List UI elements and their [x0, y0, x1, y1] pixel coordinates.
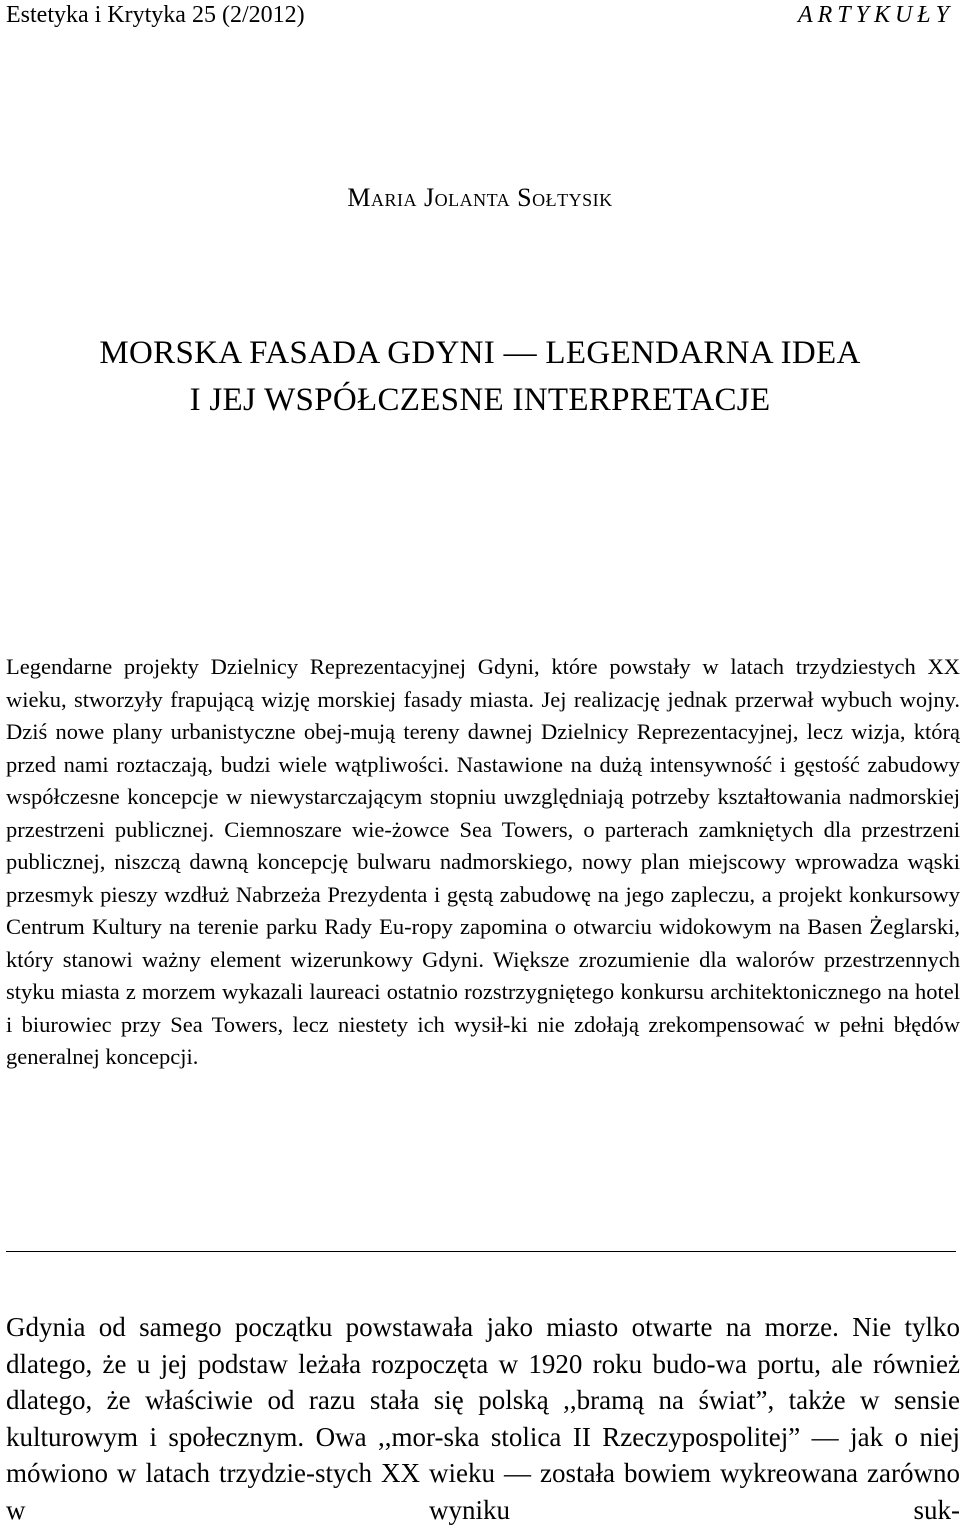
journal-citation: Estetyka i Krytyka 25 (2/2012): [6, 2, 305, 28]
article-title-line: I JEJ WSPÓŁCZESNE INTERPRETACJE: [189, 382, 771, 418]
article-title-line: MORSKA FASADA GDYNI — LEGENDARNA IDEA: [99, 335, 861, 371]
section-label: ARTYKUŁY: [797, 2, 954, 28]
article-title: [0, 330, 960, 424]
article-abstract: Legendarne projekty Dzielnicy Reprezentacyjnej Gdyni, które powstały w latach trzydziestych XX wieku, stworzyły frapującą wizję morskiej fasady miasta. Jej realizację jednak przerwał wybuch wojny. Dziś nowe plany urbanistyczne obej-mują tereny dawnej Dzielnicy Reprezentacyjnej, lecz wizja, którą przed nami roztaczają, budzi wiele wątpliwości. Nastawione na dużą intensywność i gęstość zabudowy współczesne koncepcje w niewystarczającym stopniu uwzględniają potrzeby kształtowania nadmorskiej przestrzeni publicznej. Ciemnoszare wie-żowce Sea Towers, o parterach zamkniętych dla przestrzeni publicznej, niszczą dawną koncepcję bulwaru nadmorskiego, nowy plan miejscowy wprowadza wąski przesmyk pieszy wzdłuż Nabrzeża Prezydenta i gęstą zabudowę na jego zapleczu, a projekt konkursowy Centrum Kultury na terenie parku Rady Eu-ropy zapomina o otwarciu widokowym na Basen Żeglarski, który stanowi ważny element wizerunkowy Gdyni. Większe zrozumienie dla walorów przestrzennych styku miasta z morzem wykazali laureaci ostatnio rozstrzygniętego konkursu architektonicznego na hotel i biurowiec przy Sea Towers, lecz niestety ich wysił-ki nie zdołają zrekompensować w pełni błędów generalnej koncepcji.: [6, 654, 960, 1069]
body-paragraph: Gdynia od samego początku powstawała jako miasto otwarte na morze. Nie tylko dlatego, że u jej podstaw leżała rozpoczęta w 1920 roku budo-wa portu, ale również dlatego, że właściwie od razu stała się polską ,,bramą na świat”, także w sensie kulturowym i społecznym. Owa ,,mor-ska stolica II Rzeczypospolitej” — jak o niej mówiono w latach trzydzie-stych XX wieku — została bowiem wykreowana zarówno w wyniku suk-: [6, 1312, 960, 1525]
section-divider: [6, 1251, 956, 1252]
article-author: Maria Jolanta Sołtysik: [347, 183, 613, 212]
running-header: [6, 0, 954, 30]
